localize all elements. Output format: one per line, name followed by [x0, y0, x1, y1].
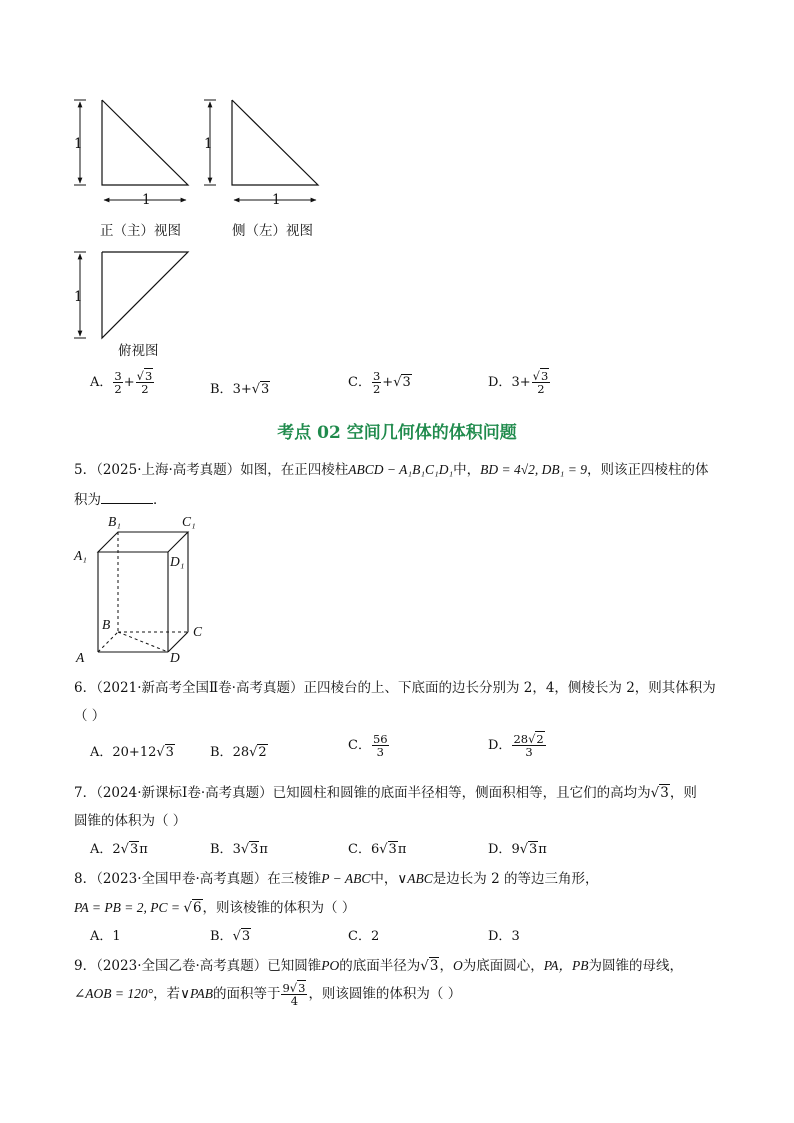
fraction: $\frac{3}{2}$: [372, 369, 381, 396]
q7-option-a[interactable]: A．2√3π: [90, 842, 148, 857]
vertex-d1: D₁: [170, 554, 185, 569]
option-label: B．: [210, 382, 233, 397]
q4-option-b[interactable]: B．3+√3: [210, 382, 270, 397]
sqrt-value: 3: [402, 375, 411, 390]
option-label: C．: [348, 375, 371, 390]
q6-line1: 6．（2021·新高考全国Ⅱ卷·高考真题）正四棱台的上、下底面的边长分别为 2，4，侧棱长为 2，则其体积为: [74, 680, 716, 696]
value: 3+: [232, 382, 252, 397]
q6-option-a[interactable]: A．20+12√3: [90, 745, 174, 760]
q9-line2: ∠AOB = 120°，若∨PAB的面积等于 $\frac{9√3}{4}$ ，则该圆锥的体积为（ ）: [74, 981, 462, 1008]
vertex-c1: C₁: [182, 514, 196, 529]
q8-option-d[interactable]: D．3: [488, 929, 520, 944]
vertex-a1: A₁: [74, 548, 87, 563]
q8-option-b[interactable]: B．√3: [210, 929, 251, 944]
q4-option-d[interactable]: [488, 370, 551, 395]
q8-line2: PA = PB = 2, PC = √6，则该棱锥的体积为（ ）: [74, 900, 356, 916]
top-height-label: 1: [74, 289, 83, 305]
prism-figure: [70, 510, 220, 670]
plus: +: [123, 375, 135, 390]
q4-option-c[interactable]: C． $\frac{3}{2}$ +√3: [348, 369, 411, 396]
q8-line1: 8．（2023·全国甲卷·高考真题）在三棱锥P − ABC中，∨ABC是边长为 2 的等边三角形，: [74, 871, 599, 887]
plus: +: [382, 375, 394, 390]
answer-blank[interactable]: [101, 491, 153, 504]
front-height-label: 1: [74, 136, 83, 152]
fraction: $\frac{√3}{2}$: [136, 369, 153, 396]
q6-option-d[interactable]: D． $\frac{28√2}{3}$: [488, 732, 544, 759]
side-view-caption: 侧（左）视图: [232, 223, 313, 239]
option-label: D．: [488, 375, 512, 390]
fraction: $\frac{3}{2}$: [114, 369, 122, 396]
q4-option-a[interactable]: [90, 370, 155, 395]
front-width-label: 1: [142, 192, 151, 208]
side-width-label: 1: [272, 192, 281, 208]
side-height-label: 1: [204, 136, 213, 152]
front-view: [74, 100, 188, 200]
section-title: 考点 02 空间几何体的体积问题: [277, 423, 517, 443]
option-label: A．: [90, 375, 113, 390]
vertex-b: B: [102, 617, 111, 632]
side-view: [204, 100, 318, 200]
q7-line2: 圆锥的体积为（ ）: [74, 813, 187, 829]
q9-line1: 9．（2023·全国乙卷·高考真题）已知圆锥PO的底面半径为√3，O为底面圆心，PA，PB为圆锥的母线，: [74, 958, 683, 974]
q5-line2: 积为 ．: [74, 492, 167, 508]
q7-option-b[interactable]: B．3√3π: [210, 842, 268, 857]
fraction: $\frac{√3}{2}$: [532, 369, 549, 396]
q8-option-a[interactable]: A．1: [90, 929, 121, 944]
sqrt-value: 3: [261, 382, 270, 397]
front-view-caption: 正（主）视图: [100, 223, 181, 239]
q6-option-b[interactable]: B．28√2: [210, 745, 267, 760]
vertex-c: C: [193, 624, 203, 639]
q7-option-d[interactable]: D．9√3π: [488, 842, 547, 857]
q5-line1: 5．（2025·上海·高考真题）如图，在正四棱柱ABCD − A₁B₁C₁D₁中，BD = 4√2, DB₁ = 9，则该正四棱柱的体: [74, 462, 709, 478]
top-view-caption: 俯视图: [118, 343, 159, 359]
q6-line2: （ ）: [74, 708, 106, 724]
q8-option-c[interactable]: C．2: [348, 929, 380, 944]
top-view: [74, 252, 188, 338]
vertex-b1: B₁: [108, 514, 121, 529]
q6-option-c[interactable]: C． $\frac{56}{3}$: [348, 732, 388, 759]
vertex-a: A: [76, 650, 85, 665]
value: 3+: [511, 375, 531, 390]
vertex-d: D: [170, 650, 180, 665]
q7-line1: 7．（2024·新课标Ⅰ卷·高考真题）已知圆柱和圆锥的底面半径相等，侧面积相等，且它们的高均为√3，则: [74, 785, 697, 801]
q7-option-c[interactable]: C．6√3π: [348, 842, 407, 857]
